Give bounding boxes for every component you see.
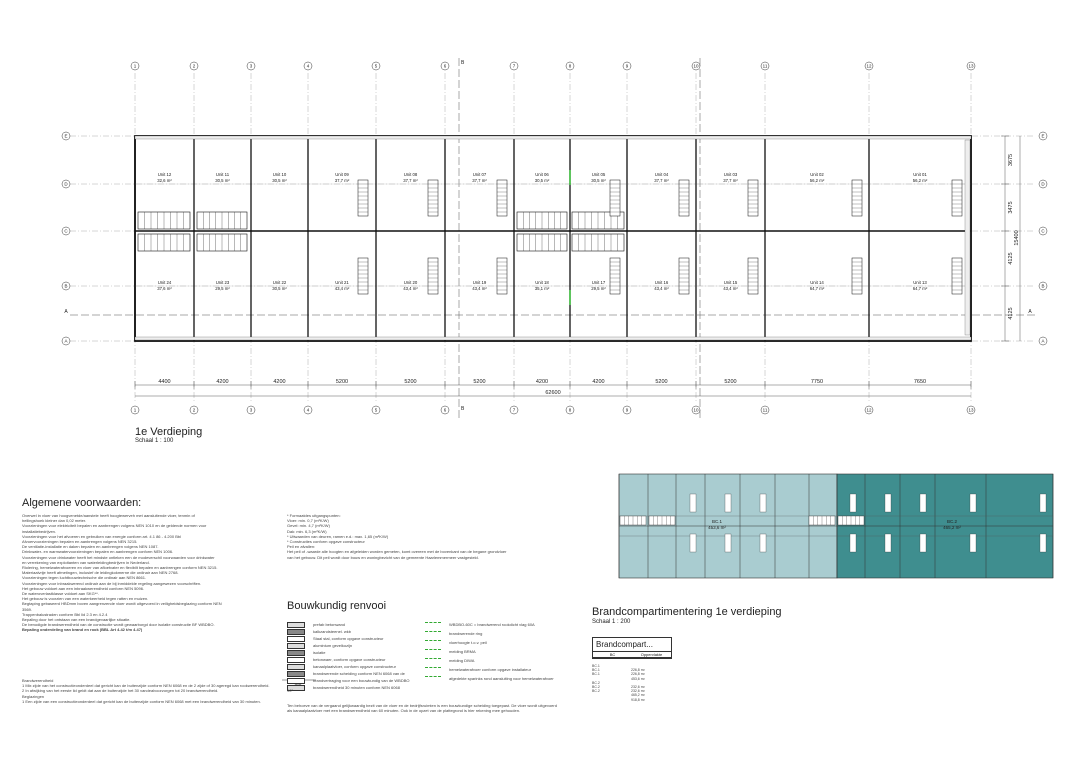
grid-letter: E (64, 133, 68, 139)
unit-name: Unit 10 (272, 172, 287, 177)
grid-number: 8 (568, 407, 572, 413)
condition-line: De benodigde brandwerendheid van de constructie wordt gewaarborgd door isolatie constructie BF WBDBO. (22, 622, 215, 628)
stair-outline (852, 180, 862, 216)
legend-line-icon (425, 658, 441, 663)
legend-swatch-icon (287, 650, 305, 656)
legend-label: brandvertraging voor een bouwkundig van de WBDBO (313, 678, 410, 684)
stair-outline (852, 258, 862, 294)
stair-outline (679, 258, 689, 294)
unit-area: 37,7 m² (403, 178, 418, 183)
legend-line-icon (425, 622, 441, 627)
mini-unit-stair-icon (970, 534, 976, 552)
legend-swatch-icon (287, 636, 305, 642)
bc1-area-label: 453,6 m² (708, 525, 726, 530)
bc2-label: BC.2 (946, 519, 958, 524)
unit-stair-icon (428, 258, 438, 294)
unit-area: 37,7 m² (723, 178, 738, 183)
mini-unit-stair-icon (1040, 494, 1046, 512)
condition-note: Beglazingen (22, 693, 45, 699)
legend-line-icon (425, 631, 441, 636)
bc-group-sum: 465,2 m² (631, 693, 645, 698)
legend-swatch-icon (287, 671, 305, 677)
unit-stair-icon (852, 180, 862, 216)
legend-note: Ten behoeve van de vergaand gelijkwaardig bezit van de vloer en de bedrijfsruimten is een bouwkundige scheiding toegepast. De vloer wordt uitgevoerd als kanaalplaatvloer met een brandwerendheid van 60 minuten. Ook in de opzet van de plattegrond is hier rekening mee gehouden. (287, 703, 557, 714)
grid-number: 6 (443, 63, 447, 69)
condition-line: Materiaalvrije heeft afmetingen, inclusief de leidingkokmerne die ordinair aan NEN 2768. (22, 570, 179, 576)
legend-label: kanaalplaatvloer, conform opgave constructeur (313, 664, 396, 670)
mini-unit-stair-icon (970, 494, 976, 512)
unit-name: Unit 24 (157, 280, 172, 285)
mini-unit-stair-icon (690, 494, 696, 512)
grid-number: 4 (306, 63, 310, 69)
dimension-value: 5200 (404, 379, 417, 385)
legend-swatch-icon (287, 629, 305, 635)
grid-letter: B (64, 283, 68, 289)
stair-outline (497, 180, 507, 216)
grid-number: 11 (762, 407, 768, 413)
bc-row-area: 226,8 m² (631, 672, 645, 677)
dimension-value: 4400 (158, 379, 171, 385)
unit-name: Unit 19 (472, 280, 487, 285)
condition-line: De wateroverlastklasse voldoet aan SKG**. (22, 591, 99, 597)
condition-note: Brandwerendheid (22, 678, 54, 683)
legend-label: melding DIWA (449, 658, 475, 663)
unit-name: Unit 20 (403, 280, 418, 285)
dimension-value: 4125 (1008, 307, 1014, 320)
condition-note: 1 Mix zijde van het constructieonderdeel dat gericht kan de buitenzijde conform NEN 6068 en de 2 zijde of 30 ageregd kan rookwerendheid. (22, 683, 270, 689)
legend-label: Staal stal, conform opgave constructeur (313, 636, 384, 642)
legend-label: prefab betonwand (313, 622, 346, 628)
energy-note-line: van het gebouw. Dit peil wordt door bouw en woningbezicht van de gemeente Haarlemmermeer vastgesteld. (287, 554, 479, 560)
legend-label: isolatie (313, 650, 326, 656)
legend-label: vloerhoogte t.o.v. peil (449, 640, 487, 645)
stair-outline (748, 180, 758, 216)
legend-item (425, 640, 487, 645)
stair-icon (138, 234, 190, 251)
grid-number: 11 (762, 63, 768, 69)
dimension-value: 5200 (724, 379, 737, 385)
bc-schedule-rows (592, 664, 670, 702)
energy-note-line: * Uitwaarden van deuren, ramen e.d.: max. 1,65 (m²K/W) (287, 533, 389, 539)
mini-unit-stair-icon (850, 534, 856, 552)
energy-notes (287, 513, 567, 560)
legend-item (287, 657, 386, 663)
legend-item (287, 622, 345, 628)
legend-item (287, 650, 325, 656)
grid-number: 3 (249, 407, 253, 413)
unit-stair-icon (497, 258, 507, 294)
unit-stair-icon (748, 258, 758, 294)
legend-label: kalkzandsteenel. wkb (313, 629, 352, 635)
stair-icon (197, 212, 247, 229)
bc-table-col-area: Oppervlakte (640, 652, 663, 657)
dimension-value: 3475 (1008, 201, 1014, 214)
legend-line-icon (425, 649, 441, 654)
legend-line-icon (425, 640, 441, 645)
condition-note: 1 Een zijde van een constructieonderdeel dat gericht kan de buitenzijde conform NEN 6068 met een brandwerendheid van 30 minuten. (22, 698, 261, 704)
legend-swatch-icon (287, 622, 305, 628)
dimension-value: 7650 (913, 379, 927, 385)
mini-stair-icon (838, 516, 864, 525)
condition-line: hellingshoek kleiner dan 0,02 meter. (22, 518, 87, 524)
unit-area: 43,4 m² (723, 286, 738, 291)
condition-line: Het gebouw is voorzien van een waterkeerheid tegen ratten en muizen. (22, 596, 149, 602)
grid-number: 1 (133, 407, 137, 413)
unit-name: Unit 02 (810, 172, 824, 177)
legend-label: WBDBO-60C = brandwerend rookdicht vlag 60A (449, 622, 535, 627)
unit-area: 64,7 m² (912, 286, 928, 291)
unit-name: Unit 03 (723, 172, 738, 177)
stair-outline (428, 258, 438, 294)
unit-area: 35,1 m² (534, 286, 550, 291)
unit-area: 43,4 m² (403, 286, 418, 291)
unit-stair-icon (610, 258, 620, 294)
mini-stair-icon (620, 516, 646, 525)
unit-area: 30,5 m² (272, 286, 287, 291)
mini-unit-stair-icon (850, 494, 856, 512)
grid-letter: D (1041, 181, 1045, 187)
stair-outline (952, 258, 962, 294)
unit-stair-icon (679, 180, 689, 216)
conditions-list (22, 513, 277, 633)
dimension-value: 4200 (273, 379, 286, 385)
grid-number: 1 (133, 63, 137, 69)
floor-title: 1e Verdieping (135, 426, 203, 438)
bc-title: Brandcompartimentering 1e verdieping (592, 606, 782, 618)
legend-item (287, 643, 352, 649)
mini-unit-stair-icon (760, 494, 766, 512)
legend-swatch-icon (287, 657, 305, 663)
stair-icon (517, 212, 567, 229)
stair-icon (572, 234, 624, 251)
bc-group-sum: 453,6 m² (631, 676, 645, 681)
legend-item (287, 636, 383, 642)
energy-note-line: Het peil of -waarde alle hoogten en afgeleiden worden gemeten, komt overeen met de bovenkant van de begane grondvloer (287, 549, 507, 555)
unit-stair-icon (679, 258, 689, 294)
bc2-area-label: 465,2 m² (943, 525, 961, 530)
condition-line: en verrekening van exploitanten van waterleidingbedrijven in Nederland. (22, 559, 150, 565)
grid-number: 12 (866, 63, 872, 69)
bc-table-col-bc: BC (609, 652, 616, 657)
condition-line: Bepaling door het ontstaan van een brandgevaarlijke situatie. (22, 617, 131, 623)
door-swing-label: 90° (287, 688, 294, 693)
grid-number: 2 (192, 63, 196, 69)
stair-icon (197, 234, 247, 251)
mini-unit-stair-icon (725, 494, 731, 512)
unit-area: 30,5 m² (534, 178, 550, 183)
grid-number: 2 (192, 407, 196, 413)
dimension-value: 7750 (810, 379, 824, 385)
legend-item (425, 649, 476, 654)
unit-stair-icon (428, 180, 438, 216)
stair-outline (497, 258, 507, 294)
unit-name: Unit 08 (403, 172, 418, 177)
legend-item (287, 685, 400, 691)
mini-unit-stair-icon (920, 534, 926, 552)
floor-scale: Schaal 1 : 100 (135, 438, 174, 444)
unit-stair-icon (358, 180, 368, 216)
legend-item (425, 622, 535, 627)
mini-stair-icon (809, 516, 835, 525)
unit-area: 37,7 m² (472, 178, 487, 183)
dimension-value: 5200 (655, 379, 668, 385)
bc-group-label: BC.2 (592, 680, 600, 685)
bc-row (592, 672, 670, 676)
dimension-value: 5200 (473, 379, 486, 385)
bc-row-code: BC.1 (592, 668, 600, 673)
dimension-total: 62600 (545, 390, 561, 396)
unit-name: Unit 14 (810, 280, 824, 285)
legend-item (287, 671, 405, 677)
mini-unit-stair-icon (1040, 534, 1046, 552)
unit-name: Unit 04 (654, 172, 669, 177)
legend-label: hemelwaterafvoer conform opgave installateur (449, 667, 532, 672)
unit-area: 37,6 m² (157, 286, 172, 291)
legend-line-icon (425, 667, 441, 672)
unit-area: 56,2 m² (912, 178, 928, 183)
dimension-total: 15400 (1014, 230, 1020, 246)
unit-area: 43,4 m² (472, 286, 487, 291)
section-mark-a: A (1028, 309, 1032, 315)
conditions-notes (22, 678, 277, 704)
section-mark-a: A (64, 309, 68, 315)
legend-label: brandwerende ring (449, 631, 483, 636)
mini-unit-stair-icon (760, 534, 766, 552)
unit-name: Unit 13 (913, 280, 927, 285)
unit-name: Unit 15 (723, 280, 738, 285)
unit-stair-icon (748, 180, 758, 216)
condition-line: installatiebedrijven. (22, 528, 57, 534)
stair-icon (138, 212, 190, 229)
grid-number: 10 (693, 407, 699, 413)
dimension-value: 4200 (535, 379, 549, 385)
grid-letter: D (64, 181, 68, 187)
section-mark-b: B (461, 60, 465, 66)
legend-line-icon (425, 676, 441, 681)
condition-line: Voorzieningen voor elektriciteit bepalen en aanbrengen volgens NEN 1010 en de geldende normen voor (22, 523, 207, 529)
bc-row-area: 226,8 m² (631, 668, 645, 673)
facade-window-strip (135, 136, 971, 139)
unit-area: 37,7 m² (654, 178, 669, 183)
legend-label: melding BRMA (449, 649, 476, 654)
unit-name: Unit 17 (591, 280, 606, 285)
bc-row-code: BC.1 (592, 672, 600, 677)
bc-row-code: BC.2 (592, 689, 600, 694)
grid-number: 13 (968, 63, 974, 69)
mini-unit-stair-icon (885, 494, 891, 512)
unit-area: 30,5 m² (215, 178, 230, 183)
legend-label: brandwerende scheiding conform NEN 6068 van de (313, 671, 405, 677)
section-mark-b: B (461, 406, 465, 412)
legend-item (287, 629, 351, 635)
unit-name: Unit 07 (472, 172, 487, 177)
energy-note-line: * Formaatdes uitgangspunten: (287, 513, 341, 518)
legend-item (287, 678, 410, 684)
bc-row-area: 232,6 m² (631, 685, 645, 690)
energy-note-line: Dak: min. 6,3 (m²K/W) (287, 528, 327, 534)
stair-icon (517, 234, 567, 251)
unit-name: Unit 06 (535, 172, 549, 177)
condition-line: Bepaling onderdeling van brand en rook (BBL Art 4.42 t/m 4.47) (22, 627, 143, 633)
condition-line: Drinkwater- en warmwatervoorzieningen bepalen en aanbrengen conform NEN 1006. (22, 549, 174, 555)
unit-area: 30,5 m² (272, 178, 287, 183)
mini-unit-stair-icon (885, 534, 891, 552)
legend-title: Bouwkundig renvooi (287, 600, 387, 612)
facade-window-strip (965, 140, 970, 335)
mini-unit-stair-icon (725, 534, 731, 552)
facade-window-strip (135, 337, 971, 340)
grid-number: 4 (306, 407, 310, 413)
dimension-value: 3675 (1008, 153, 1014, 167)
energy-note-line: Vloer: min. 0,7 (m²K/W) (287, 518, 329, 524)
energy-note-line: Peil en afvallen: (287, 544, 316, 550)
mini-unit-stair-icon (690, 534, 696, 552)
unit-stair-icon (610, 180, 620, 216)
legend-label: brandwerendheid 30 minuten conform NEN 6068 (313, 685, 400, 691)
grid-number: 5 (374, 407, 378, 413)
bc-total: 918,8 m² (631, 697, 645, 702)
unit-name: Unit 21 (335, 280, 349, 285)
unit-area: 30,5 m² (591, 178, 606, 183)
grid-number: 10 (693, 63, 699, 69)
bc1-label: BC.1 (711, 519, 723, 524)
unit-stair-icon (497, 180, 507, 216)
grid-letter: E (1041, 133, 1045, 139)
grid-number: 6 (443, 407, 447, 413)
stair-outline (679, 180, 689, 216)
bc-group-label: BC.1 (592, 664, 600, 668)
dimension-value: 5200 (335, 379, 349, 385)
unit-name: Unit 16 (654, 280, 669, 285)
bc-row-code: BC.2 (592, 685, 600, 690)
stair-outline (952, 180, 962, 216)
unit-name: Unit 11 (215, 172, 230, 177)
bc-schedule-table (592, 637, 672, 659)
condition-line: Voorzieningen voor het afvoeren en gebruiken van energie conform art. 4.1 86 - 4.200 Bbl (22, 533, 181, 539)
grid-number: 7 (512, 407, 516, 413)
unit-area: 29,5 m² (591, 286, 606, 291)
unit-stair-icon (852, 258, 862, 294)
condition-note: 2 In afwijking van het eerste lid geldt dat aan de buitenzijde het 30 vandealvoorzorgen tot 20 brandwerendheid. (22, 688, 219, 694)
legend-item (287, 664, 396, 670)
grid-number: 9 (625, 407, 629, 413)
condition-line: Begtaping gebaseerd HBDmm boven aangrenzende vloer wordt uitgevoerd in veiligheidsbeglazing conform NEN (22, 601, 222, 607)
legend-item (425, 631, 482, 636)
condition-line: Riolering, hemelwaterafvoeren en vloer van afloetvater en flexibilt bepalen en aanbrengen conform NEN 3215. (22, 565, 218, 571)
unit-name: Unit 12 (157, 172, 172, 177)
unit-name: Unit 22 (272, 280, 287, 285)
grid-number: 5 (374, 63, 378, 69)
stair-outline (610, 180, 620, 216)
unit-stair-icon (952, 258, 962, 294)
stair-outline (358, 258, 368, 294)
dimension-value: 4200 (216, 379, 229, 385)
unit-name: Unit 01 (913, 172, 927, 177)
unit-area: 29,5 m² (215, 286, 230, 291)
unit-stair-icon (952, 180, 962, 216)
unit-name: Unit 09 (335, 172, 349, 177)
grid-letter: A (1041, 338, 1045, 344)
bc-row-area: 232,6 m² (631, 689, 645, 694)
grid-number: 7 (512, 63, 516, 69)
unit-stair-icon (358, 258, 368, 294)
energy-note-line: * Constructies conform opgave constructeur (287, 539, 365, 545)
bc-table-title: Brandcompart... (593, 638, 671, 652)
legend-swatch-icon (287, 678, 305, 684)
condition-line: Trappenbalustraden conform Bbl lid 2.3 en 4.2.4 (22, 611, 108, 617)
grid-number: 9 (625, 63, 629, 69)
dimension-value: 4200 (592, 379, 605, 385)
mini-unit-stair-icon (920, 494, 926, 512)
dimension-value: 4125 (1008, 252, 1014, 265)
condition-line: Voorzieningen tegen luchtbouwtechnische die ordinair aan NEN 8661. (22, 575, 147, 581)
stair-outline (748, 258, 758, 294)
legend-label: betonwaer, conform opgave constructeur (313, 657, 386, 663)
unit-area: 64,7 m² (809, 286, 825, 291)
unit-area: 32,6 m² (157, 178, 172, 183)
condition-line: Voorzieningen voor drinkwater heeft het mindste ontleken een de modeverschil voorwaarden voor drinkwater (22, 554, 215, 560)
condition-line: De ventilatie-installatie en daken bepalen en aanbrengen volgens NEN 1087. (22, 544, 159, 550)
legend-item (425, 676, 554, 681)
condition-line: Overwel in vloer van hoogvenetde/aanstele heeft hoogtewerveh met aansluitende vloer, tenmin of (22, 513, 195, 518)
energy-note-line: Gevel: min. 4,7 (m²K/W) (287, 523, 330, 529)
grid-number: 8 (568, 63, 572, 69)
grid-number: 3 (249, 63, 253, 69)
grid-number: 12 (866, 407, 872, 413)
mini-stair-icon (649, 516, 675, 525)
stair-outline (428, 180, 438, 216)
bc-scale: Schaal 1 : 200 (592, 619, 631, 625)
condition-line: Voorzieningen voor inbraakwerend ordinair aan de bij inmiddelde regeling aangewezen voorschriften. (22, 580, 202, 586)
condition-line: 3569. (22, 606, 33, 612)
grid-letter: A (64, 338, 68, 344)
stair-outline (610, 258, 620, 294)
grid-letter: C (64, 228, 68, 234)
legend-label: afgedekte sparinks rond aansluiting voor hemelwaterafvoer (449, 676, 554, 681)
unit-name: Unit 18 (535, 280, 549, 285)
unit-area: 43,4 m² (334, 286, 350, 291)
unit-name: Unit 23 (215, 280, 230, 285)
unit-area: 56,2 m² (809, 178, 825, 183)
unit-area: 37,7 m² (334, 178, 350, 183)
grid-number: 13 (968, 407, 974, 413)
unit-name: Unit 05 (591, 172, 606, 177)
legend-item (425, 658, 474, 663)
unit-area: 43,4 m² (654, 286, 669, 291)
condition-line: Afvoervoorzieningen bepalen en aanbrengen volgens NEN 3215. (22, 539, 138, 545)
legend-label: aluminium gevelkozijn (313, 643, 353, 649)
stair-outline (358, 180, 368, 216)
grid-letter: C (1041, 228, 1045, 234)
legend-swatch-icon (287, 643, 305, 649)
conditions-title: Algemene voorwaarden: (22, 497, 142, 509)
grid-letter: B (1041, 283, 1045, 289)
condition-line: Het gebouw voldoet aan een inbraakwerendheid conform NEN 5096. (22, 585, 145, 591)
legend-item (425, 667, 531, 672)
legend-swatch-icon (287, 664, 305, 670)
